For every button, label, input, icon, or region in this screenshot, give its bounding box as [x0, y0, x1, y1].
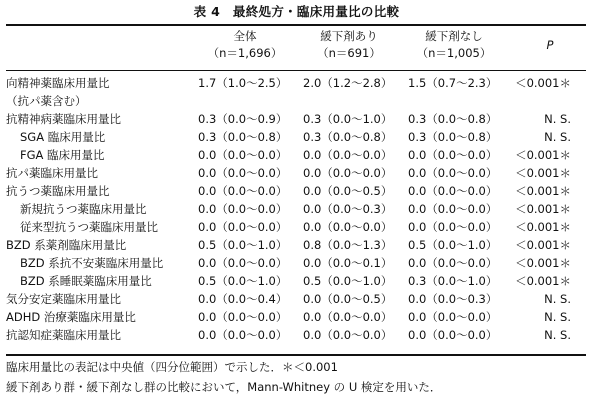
bottom-rule	[6, 354, 586, 356]
cell-all: 0.5（0.0～1.0）	[198, 274, 288, 288]
header-all	[200, 28, 290, 62]
cell-with-laxative: 0.0（0.0～0.0）	[303, 220, 393, 234]
cell-with-laxative: 0.0（0.0～0.1）	[303, 256, 393, 270]
table-row	[0, 290, 593, 308]
cell-with-laxative: 0.5（0.0～1.0）	[303, 274, 393, 288]
cell-without-laxative: 0.0（0.0～0.0）	[408, 328, 498, 342]
table-row	[0, 200, 593, 218]
cell-all: 0.0（0.0～0.0）	[198, 328, 288, 342]
header-p-value: P	[546, 38, 554, 52]
row-label: 抗うつ薬臨床用量比	[6, 184, 110, 198]
header-without-laxative-name: 緩下剤なし	[425, 29, 483, 43]
header-all-name: 全体	[233, 29, 257, 43]
table-row	[0, 308, 593, 326]
row-label: ADHD 治療薬臨床用量比	[6, 310, 136, 324]
cell-p-value: N. S.	[544, 292, 571, 306]
cell-with-laxative: 0.0（0.0～0.5）	[303, 292, 393, 306]
cell-without-laxative: 0.0（0.0～0.0）	[408, 166, 498, 180]
cell-p-value: ＜0.001＊	[515, 238, 571, 252]
table-row	[0, 182, 593, 200]
cell-without-laxative: 0.5（0.0～1.0）	[408, 238, 498, 252]
row-label: BZD 系睡眠薬臨床用量比	[20, 274, 152, 288]
cell-all: 0.5（0.0～1.0）	[198, 238, 288, 252]
row-label: 気分安定薬臨床用量比	[6, 292, 121, 306]
cell-with-laxative: 0.0（0.0～0.0）	[303, 328, 393, 342]
cell-with-laxative: 2.0（1.2～2.8）	[303, 76, 393, 90]
cell-p-value: ＜0.001＊	[515, 76, 571, 90]
cell-without-laxative: 0.0（0.0～0.0）	[408, 220, 498, 234]
cell-p-value: N. S.	[544, 310, 571, 324]
cell-without-laxative: 0.0（0.0～0.0）	[408, 310, 498, 324]
cell-p-value: N. S.	[544, 328, 571, 342]
table-row	[0, 74, 593, 108]
cell-without-laxative: 0.0（0.0～0.3）	[408, 292, 498, 306]
header-with-laxative-n: （n＝691）	[317, 46, 381, 60]
table-row	[0, 128, 593, 146]
cell-without-laxative: 0.0（0.0～0.0）	[408, 184, 498, 198]
cell-with-laxative: 0.3（0.0～0.8）	[303, 130, 393, 144]
table-row	[0, 236, 593, 254]
cell-all: 1.7（1.0～2.5）	[198, 76, 288, 90]
row-label: 従来型抗うつ薬臨床用量比	[20, 220, 158, 234]
table-row	[0, 254, 593, 272]
footnote-1: 臨床用量比の表記は中央値（四分位範囲）で示した．＊＜0.001	[6, 360, 338, 374]
row-label: FGA 臨床用量比	[20, 148, 105, 162]
cell-with-laxative: 0.0（0.0～0.5）	[303, 184, 393, 198]
cell-all: 0.0（0.0～0.0）	[198, 148, 288, 162]
header-without-laxative-n: （n＝1,005）	[416, 46, 492, 60]
cell-with-laxative: 0.0（0.0～0.0）	[303, 166, 393, 180]
row-label: 抗精神病薬臨床用量比	[6, 112, 121, 126]
row-label: 向精神薬臨床用量比	[6, 76, 110, 90]
cell-p-value: ＜0.001＊	[515, 184, 571, 198]
cell-all: 0.3（0.0～0.9）	[198, 112, 288, 126]
table-row	[0, 218, 593, 236]
cell-all: 0.0（0.0～0.0）	[198, 166, 288, 180]
header-without-laxative	[404, 28, 504, 62]
cell-without-laxative: 0.0（0.0～0.0）	[408, 148, 498, 162]
table-row	[0, 272, 593, 290]
row-label: SGA 臨床用量比	[20, 130, 106, 144]
header-with-laxative	[304, 28, 394, 62]
cell-all: 0.0（0.0～0.0）	[198, 220, 288, 234]
table-row	[0, 146, 593, 164]
row-label: 新規抗うつ薬臨床用量比	[20, 202, 147, 216]
cell-p-value: ＜0.001＊	[515, 220, 571, 234]
table-title: 表 4 最終処方・臨床用量比の比較	[193, 4, 400, 19]
cell-all: 0.0（0.0～0.0）	[198, 184, 288, 198]
cell-p-value: N. S.	[544, 112, 571, 126]
cell-with-laxative: 0.0（0.0～0.3）	[303, 202, 393, 216]
row-label: BZD 系薬剤臨床用量比	[6, 238, 127, 252]
row-label: 抗パ薬臨床用量比	[6, 166, 98, 180]
cell-without-laxative: 0.0（0.0～0.0）	[408, 256, 498, 270]
row-label: 抗認知症薬臨床用量比	[6, 328, 121, 342]
cell-without-laxative: 0.0（0.0～0.0）	[408, 202, 498, 216]
cell-without-laxative: 0.3（0.0～1.0）	[408, 274, 498, 288]
row-label-continuation: （抗パ薬含む）	[6, 94, 87, 108]
row-label: BZD 系抗不安薬臨床用量比	[20, 256, 164, 270]
cell-p-value: ＜0.001＊	[515, 166, 571, 180]
cell-with-laxative: 0.0（0.0～0.0）	[303, 310, 393, 324]
header-rule	[6, 70, 586, 71]
table-row	[0, 110, 593, 128]
cell-with-laxative: 0.8（0.0～1.3）	[303, 238, 393, 252]
table-row	[0, 164, 593, 182]
footnote-2: 緩下剤あり群・緩下剤なし群の比較において，Mann-Whitney の U 検定を用いた．	[6, 380, 442, 394]
cell-p-value: ＜0.001＊	[515, 274, 571, 288]
top-rule	[6, 24, 586, 26]
cell-with-laxative: 0.3（0.0～1.0）	[303, 112, 393, 126]
cell-p-value: ＜0.001＊	[515, 202, 571, 216]
cell-all: 0.0（0.0～0.0）	[198, 256, 288, 270]
cell-without-laxative: 0.3（0.0～0.8）	[408, 130, 498, 144]
header-with-laxative-name: 緩下剤あり	[320, 29, 378, 43]
cell-p-value: ＜0.001＊	[515, 148, 571, 162]
cell-without-laxative: 0.3（0.0～0.8）	[408, 112, 498, 126]
cell-with-laxative: 0.0（0.0～0.0）	[303, 148, 393, 162]
table-row	[0, 326, 593, 344]
cell-all: 0.3（0.0～0.8）	[198, 130, 288, 144]
cell-all: 0.0（0.0～0.4）	[198, 292, 288, 306]
cell-without-laxative: 1.5（0.7～2.3）	[408, 76, 498, 90]
cell-all: 0.0（0.0～0.0）	[198, 202, 288, 216]
cell-p-value: ＜0.001＊	[515, 256, 571, 270]
cell-all: 0.0（0.0～0.0）	[198, 310, 288, 324]
cell-p-value: N. S.	[544, 130, 571, 144]
header-all-n: （n＝1,696）	[207, 46, 283, 60]
